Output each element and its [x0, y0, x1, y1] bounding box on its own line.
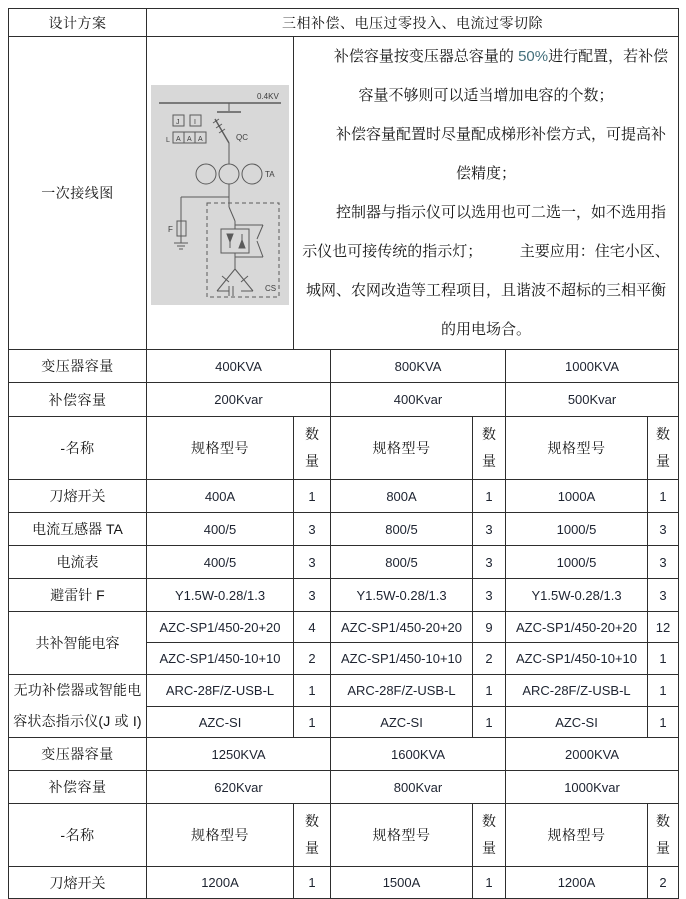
wiring-diagram-label: 一次接线图	[9, 37, 147, 350]
spec-cell: AZC-SP1/450-10+10	[331, 643, 473, 675]
transformer-capacity-value: 2000KVA	[506, 738, 679, 771]
qty-cell: 2	[473, 643, 506, 675]
desc-p1-percent: 50%	[518, 48, 549, 65]
transformer-capacity-label: 变压器容量	[9, 350, 147, 383]
spec-cell: 1000A	[506, 480, 648, 513]
spec-cell: AZC-SP1/450-10+10	[147, 643, 294, 675]
spec-cell: AZC-SI	[147, 707, 294, 738]
section2-header-row	[9, 804, 679, 867]
qty-cell: 3	[294, 513, 331, 546]
spec-header: 规格型号	[147, 417, 294, 480]
item-name-capacitor-group: 共补智能电容	[9, 612, 147, 675]
spec-header: 规格型号	[331, 417, 473, 480]
item-name: 刀熔开关	[9, 867, 147, 899]
qty-cell: 3	[294, 579, 331, 612]
compensation-capacity-value: 800Kvar	[331, 771, 506, 804]
name-header: -名称	[9, 804, 147, 867]
item-name: 避雷针 F	[9, 579, 147, 612]
i-box-label: I	[194, 118, 196, 126]
section1-header-row	[9, 417, 679, 480]
spec-cell: 400/5	[147, 546, 294, 579]
thyristor-down	[227, 234, 233, 242]
f-label: F	[168, 224, 173, 234]
qty-cell: 1	[473, 675, 506, 707]
thyristor-box	[221, 229, 249, 253]
transformer-capacity-value: 1600KVA	[331, 738, 506, 771]
wiring-diagram-row	[9, 37, 679, 350]
transformer-capacity-label: 变压器容量	[9, 738, 147, 771]
spec-cell: 800/5	[331, 546, 473, 579]
table-row	[9, 867, 679, 899]
transformer-capacity-value: 400KVA	[147, 350, 331, 383]
transformer-capacity-row-1	[9, 350, 679, 383]
qty-cell: 9	[473, 612, 506, 643]
qty-cell: 1	[294, 867, 331, 899]
compensation-capacity-label: 补偿容量	[9, 771, 147, 804]
table-row	[9, 513, 679, 546]
table-row	[9, 675, 679, 707]
spec-table	[8, 8, 679, 899]
qty-header: 数量	[473, 417, 506, 480]
description-paragraph-1	[294, 37, 678, 115]
table-row	[9, 480, 679, 513]
spec-cell: Y1.5W-0.28/1.3	[147, 579, 294, 612]
qty-cell: 1	[648, 643, 679, 675]
desc-p1-post: 进行配置，若补偿容量不够则可以适当增加电容的个数；	[358, 48, 669, 104]
qty-cell: 3	[648, 513, 679, 546]
voltage-label: 0.4KV	[257, 91, 279, 101]
qty-cell: 2	[294, 643, 331, 675]
transformer-capacity-row-2	[9, 738, 679, 771]
compensation-capacity-value: 1000Kvar	[506, 771, 679, 804]
spec-cell: 1500A	[331, 867, 473, 899]
compensation-capacity-value: 500Kvar	[506, 383, 679, 417]
item-name-controller-group: 无功补偿器或智能电容状态指示仪(J 或 I)	[9, 675, 147, 738]
name-header: -名称	[9, 417, 147, 480]
a3-label: A	[198, 135, 203, 143]
spec-cell: ARC-28F/Z-USB-L	[147, 675, 294, 707]
qty-cell: 1	[294, 707, 331, 738]
qty-header: 数量	[294, 804, 331, 867]
spec-cell: AZC-SP1/450-20+20	[506, 612, 648, 643]
spec-cell: 400/5	[147, 513, 294, 546]
qty-cell: 1	[648, 675, 679, 707]
spec-header: 规格型号	[147, 804, 294, 867]
design-scheme-label: 设计方案	[9, 9, 147, 37]
qty-header: 数量	[648, 804, 679, 867]
spec-cell: 1200A	[506, 867, 648, 899]
qty-cell: 3	[473, 513, 506, 546]
compensation-capacity-value: 400Kvar	[331, 383, 506, 417]
spec-cell: AZC-SI	[506, 707, 648, 738]
spec-header: 规格型号	[506, 417, 648, 480]
thyristor-up	[239, 240, 245, 248]
design-scheme-row	[9, 9, 679, 37]
capacitor-module-box	[207, 203, 279, 297]
spec-cell: 1000/5	[506, 513, 648, 546]
l-label: L	[166, 136, 170, 144]
spec-cell: ARC-28F/Z-USB-L	[506, 675, 648, 707]
qty-cell: 2	[648, 867, 679, 899]
qty-cell: 1	[648, 707, 679, 738]
qty-cell: 3	[473, 579, 506, 612]
spec-header: 规格型号	[331, 804, 473, 867]
spec-cell: AZC-SP1/450-10+10	[506, 643, 648, 675]
description-paragraph-2: 补偿容量配置时尽量配成梯形补偿方式，可提高补偿精度；	[336, 126, 667, 182]
a2-label: A	[187, 135, 192, 143]
wiring-diagram-cell	[147, 37, 294, 350]
qty-cell: 1	[648, 480, 679, 513]
desc-p1-pre: 补偿容量按变压器总容量的	[333, 48, 519, 65]
qty-cell: 3	[648, 579, 679, 612]
qty-cell: 3	[648, 546, 679, 579]
compensation-capacity-label: 补偿容量	[9, 383, 147, 417]
spec-cell: 1200A	[147, 867, 294, 899]
qty-cell: 1	[473, 707, 506, 738]
ct-circle-1	[196, 164, 216, 184]
spec-cell: Y1.5W-0.28/1.3	[331, 579, 473, 612]
spec-cell: AZC-SP1/450-20+20	[331, 612, 473, 643]
ct-circle-3	[242, 164, 262, 184]
qty-cell: 12	[648, 612, 679, 643]
compensation-capacity-value: 200Kvar	[147, 383, 331, 417]
description-cell	[294, 37, 679, 350]
qty-cell: 1	[294, 675, 331, 707]
qty-cell: 3	[473, 546, 506, 579]
qty-cell: 4	[294, 612, 331, 643]
spec-cell: Y1.5W-0.28/1.3	[506, 579, 648, 612]
table-row	[9, 612, 679, 643]
compensation-capacity-value: 620Kvar	[147, 771, 331, 804]
spec-cell: AZC-SI	[331, 707, 473, 738]
spec-cell: 1000/5	[506, 546, 648, 579]
compensation-capacity-row-2	[9, 771, 679, 804]
cs-label: CS	[265, 283, 277, 293]
j-box-label: J	[176, 118, 180, 126]
description-paragraph-3: 控制器与指示仪可以选用也可二选一，如不选用指示仪也可接传统的指示灯； 主要应用：住宅小区、城网、农网改造等工程项目，且谐波不超标的三相平衡的用电场合。	[302, 204, 670, 338]
item-name: 电流表	[9, 546, 147, 579]
qty-header: 数量	[294, 417, 331, 480]
transformer-capacity-value: 800KVA	[331, 350, 506, 383]
spec-cell: ARC-28F/Z-USB-L	[331, 675, 473, 707]
spec-cell: 800A	[331, 480, 473, 513]
item-name: 刀熔开关	[9, 480, 147, 513]
ta-label: TA	[265, 169, 275, 179]
qty-header: 数量	[648, 417, 679, 480]
transformer-capacity-value: 1250KVA	[147, 738, 331, 771]
qty-header: 数量	[473, 804, 506, 867]
design-scheme-value: 三相补偿、电压过零投入、电流过零切除	[147, 9, 679, 37]
transformer-capacity-value: 1000KVA	[506, 350, 679, 383]
a1-label: A	[176, 135, 181, 143]
item-name: 电流互感器 TA	[9, 513, 147, 546]
qc-label: QC	[236, 132, 248, 142]
qty-cell: 1	[473, 480, 506, 513]
qty-cell: 3	[294, 546, 331, 579]
table-row	[9, 546, 679, 579]
qty-cell: 1	[473, 867, 506, 899]
single-line-diagram-svg	[151, 85, 289, 305]
single-line-diagram	[151, 85, 289, 305]
compensation-capacity-row-1	[9, 383, 679, 417]
qty-cell: 1	[294, 480, 331, 513]
ct-circle-2	[219, 164, 239, 184]
table-row	[9, 579, 679, 612]
spec-cell: 800/5	[331, 513, 473, 546]
spec-header: 规格型号	[506, 804, 648, 867]
spec-cell: 400A	[147, 480, 294, 513]
spec-cell: AZC-SP1/450-20+20	[147, 612, 294, 643]
